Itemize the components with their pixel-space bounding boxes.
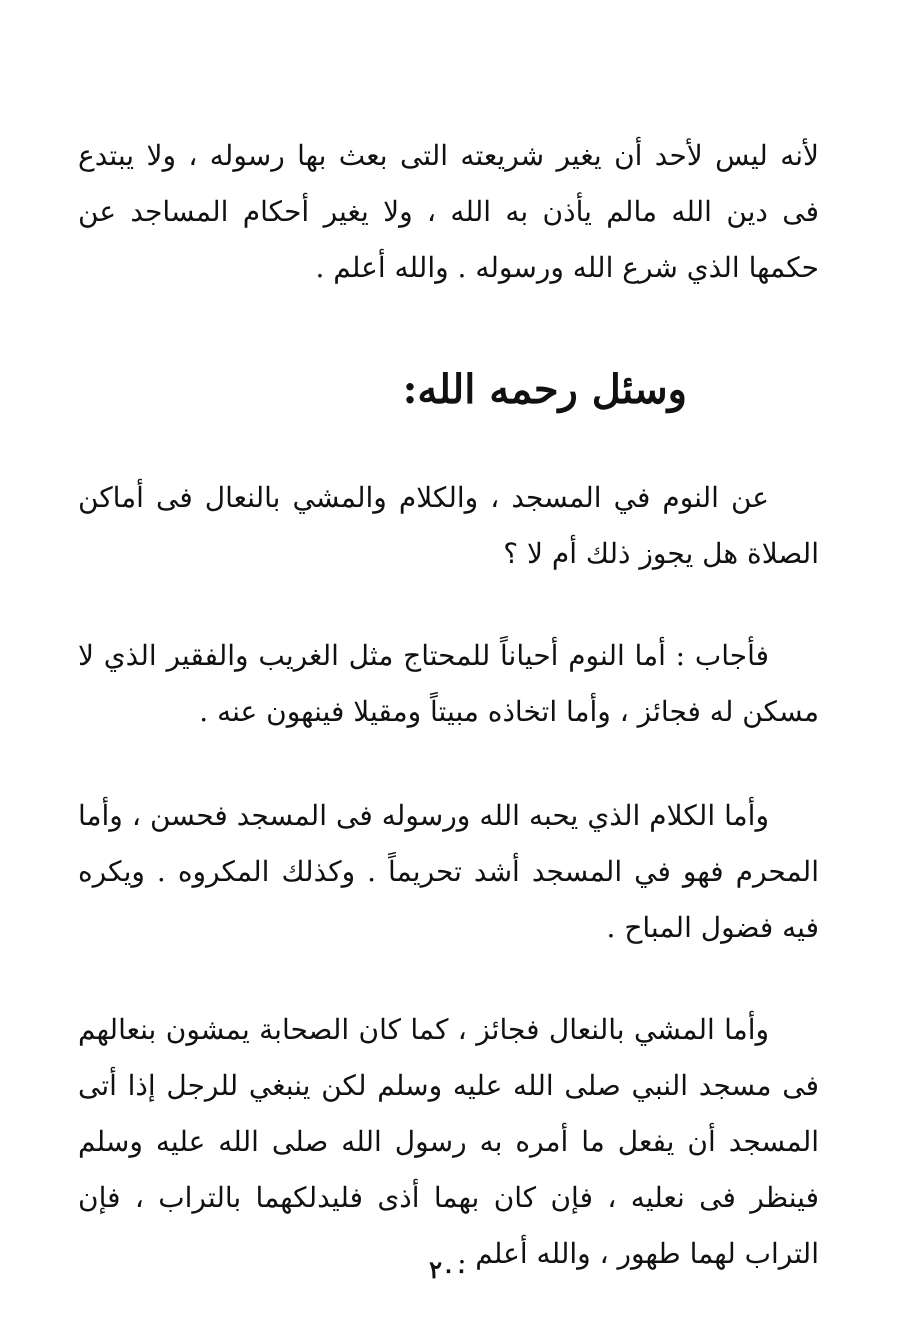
answer-paragraph-sleep (78, 628, 819, 740)
page-number: ٢٠٠ (429, 1255, 468, 1284)
question-text: عن النوم في المسجد ، والكلام والمشي بالنعال فى أماكن الصلاة هل يجوز ذلك أم لا ؟ (78, 481, 819, 570)
answer-text: وأما المشي بالنعال فجائز ، كما كان الصحابة يمشون بنعالهم فى مسجد النبي صلى الله عليه وسلم لكن ينبغي للرجل إذا أتى المسجد أن يفعل ما أمره به رسول الله صلى الله عليه وسلم فينظر فى نعليه ، فإن كان بهما أذى فليدلكهما بالتراب ، فإن التراب لهما طهور ، والله أعلم . (78, 1013, 819, 1270)
answer-text: وأما الكلام الذي يحبه الله ورسوله فى المسجد فحسن ، وأما المحرم فهو في المسجد أشد تحريماً . وكذلك المكروه . ويكره فيه فضول المباح . (78, 799, 819, 944)
section-heading: وسئل رحمه الله: (402, 366, 687, 413)
answer-paragraph-sandals (78, 1002, 819, 1282)
question-paragraph (78, 470, 819, 582)
continuation-paragraph (78, 128, 819, 296)
answer-text: فأجاب : أما النوم أحياناً للمحتاج مثل الغريب والفقير الذي لا مسكن له فجائز ، وأما اتخاذه مبيتاً ومقيلا فينهون عنه . (78, 639, 819, 728)
answer-paragraph-speech (78, 788, 819, 956)
continuation-text: لأنه ليس لأحد أن يغير شريعته التى بعث بها رسوله ، ولا يبتدع فى دين الله مالم يأذن به الله ، ولا يغير أحكام المساجد عن حكمها الذي شرع الله ورسوله . والله أعلم . (78, 139, 819, 284)
